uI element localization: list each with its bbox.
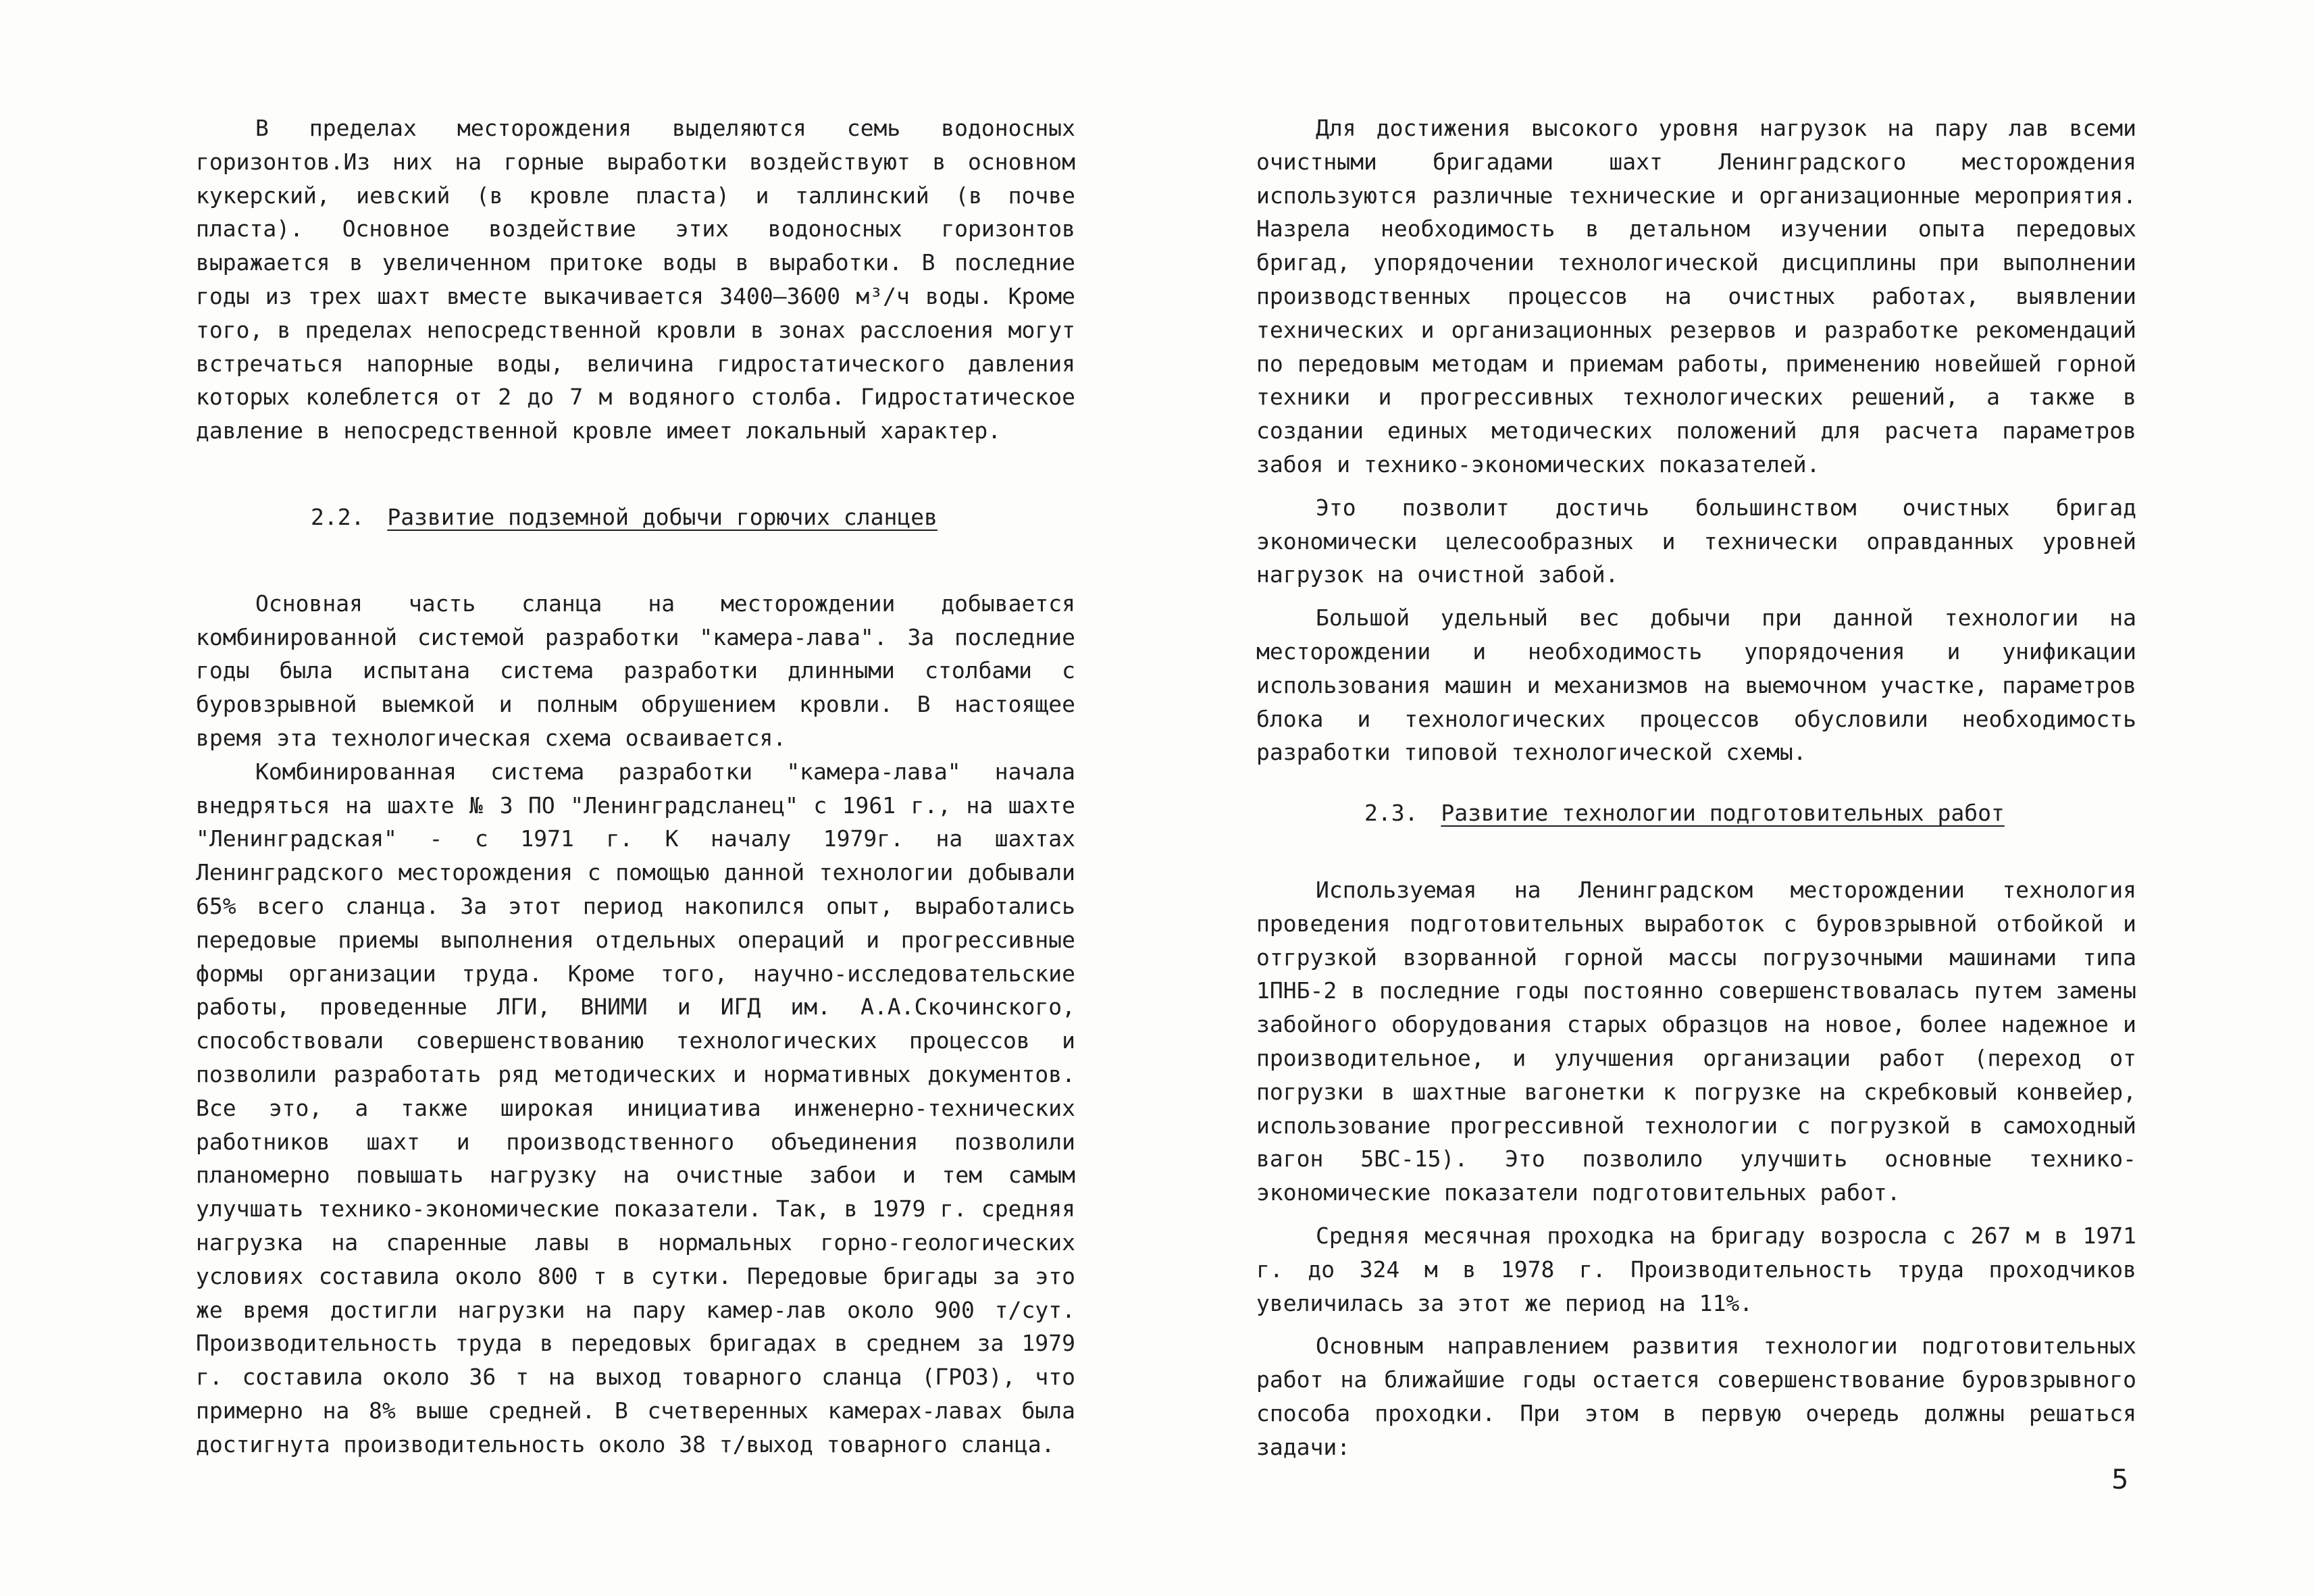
paragraph-monthly-advance: Средняя месячная проходка на бригаду возросла с 267 м в 1971 г. до 324 м в 1978 г. Производительность труда проходчиков увеличилась за этот же период на 11%.	[1256, 1222, 2136, 1316]
paragraph-chamber-longwall: Комбинированная система разработки "камера-лава" начала внедряться на шахте № 3 ПО "Ленинградсланец" с 1961 г., на шахте "Ленинградская" - с 1971 г. К началу 1979г. на шахтах Ленинградского месторождения с помощью данной технологии добывали 65% всего сланца. За этот период накопился опыт, выработались передовые приемы выполнения отдельных операций и прогрессивные формы организации труда. Кроме того, научно-исследовательские работы, проведенные ЛГИ, ВНИМИ и ИГД им. А.А.Скочинского, способствовали совершенствованию технологических процессов и позволили разработать ряд методических и нормативных документов. Все это, а также широкая инициатива инженерно-технических работников шахт и производственного объединения позволили планомерно повышать нагрузку на очистные забои и тем самым улучшать технико-экономические показатели. Так, в 1979 г. средняя нагрузка на спаренные лавы в нормальных горно-геологических условиях составила около 800 т в сутки. Передовые бригады за это же время достигли нагрузки на пару камер-лав около 900 т/сут. Производительность труда в передовых бригадах в среднем за 1979 г. составила около 36 т на выход товарного сланца (ГРОЗ), что примерно на 8% выше средней. В счетверенных камерах-лавах была достигнута производительность около 38 т/выход товарного сланца.	[196, 758, 1075, 1458]
paragraph-load-levels: Для достижения высокого уровня нагрузок на пару лав всеми очистными бригадами шахт Ленинградского месторождения используются различные технические и организационные мероприятия. Назрела необходимость в детальном изучении опыта передовых бригад, упорядочении технологической дисциплины при выполнении производственных процессов на очистных работах, выявлении технических и организационных резервов и разработке рекомендаций по передовым методам и приемам работы, применению новейшей горной техники и прогрессивных технологических решений, а также в создании единых методических положений для расчета параметров забоя и технико-экономических показателей.	[1256, 115, 2136, 478]
section-number: 2.3.	[1364, 800, 1418, 827]
section-heading-2-3	[1256, 796, 2136, 830]
paragraph-aquifers: В пределах месторождения выделяются семь водоносных горизонтов.Из них на горные выработки воздействуют в основном кукерский, иевский (в кровле пласта) и таллинский (в почве пласта). Основное воздействие этих водоносных горизонтов выражается в увеличенном притоке воды в выработки. В последние годы из трех шахт вместе выкачивается 3400–3600 м³/ч воды. Кроме того, в пределах непосредственной кровли в зонах расслоения могут встречаться напорные воды, величина гидростатического давления которых колеблется от 2 до 7 м водяного столба. Гидростатическое давление в непосредственной кровле имеет локальный характер.	[196, 115, 1075, 444]
section-title: Развитие подземной добычи горючих сланцев	[387, 503, 937, 530]
page-number: 5	[2111, 1464, 2129, 1495]
left-column	[196, 111, 1075, 1461]
paragraph-economic-targets: Это позволит достичь большинством очистных бригад экономически целесообразных и технически оправданных уровней нагрузок на очистной забой.	[1256, 494, 2136, 588]
right-column	[1256, 111, 2136, 1464]
paragraph-typical-scheme: Большой удельный вес добычи при данной технологии на месторождении и необходимость упорядочения и унификации использования машин и механизмов на выемочном участке, параметров блока и технологических процессов обусловили необходимость разработки типовой технологической схемы.	[1256, 604, 2136, 766]
paragraph-preparatory-technology: Используемая на Ленинградском месторождении технология проведения подготовительных выработок с буровзрывной отбойкой и отгрузкой взорванной горной массы погрузочными машинами типа 1ПНБ-2 в последние годы постоянно совершенствовалась путем замены забойного оборудования старых образцов на новое, более надежное и производительное, и улучшения организации работ (переход от погрузки в шахтные вагонетки к погрузке на скребковый конвейер, использование прогрессивной технологии с погрузкой в самоходный вагон 5ВС-15). Это позволило улучшить основные технико-экономические показатели подготовительных работ.	[1256, 876, 2136, 1206]
section-heading-2-2	[196, 500, 1075, 534]
section-title: Развитие технологии подготовительных работ	[1441, 800, 2005, 827]
paragraph-mining-system: Основная часть сланца на месторождении добывается комбинированной системой разработки "камера-лава". За последние годы была испытана система разработки длинными столбами с буровзрывной выемкой и полным обрушением кровли. В настоящее время эта технологическая схема осваивается.	[196, 590, 1075, 751]
section-number: 2.2.	[311, 503, 365, 530]
paragraph-future-direction: Основным направлением развития технологии подготовительных работ на ближайшие годы остается совершенствование буровзрывного способа проходки. При этом в первую очередь должны решаться задачи:	[1256, 1333, 2136, 1460]
